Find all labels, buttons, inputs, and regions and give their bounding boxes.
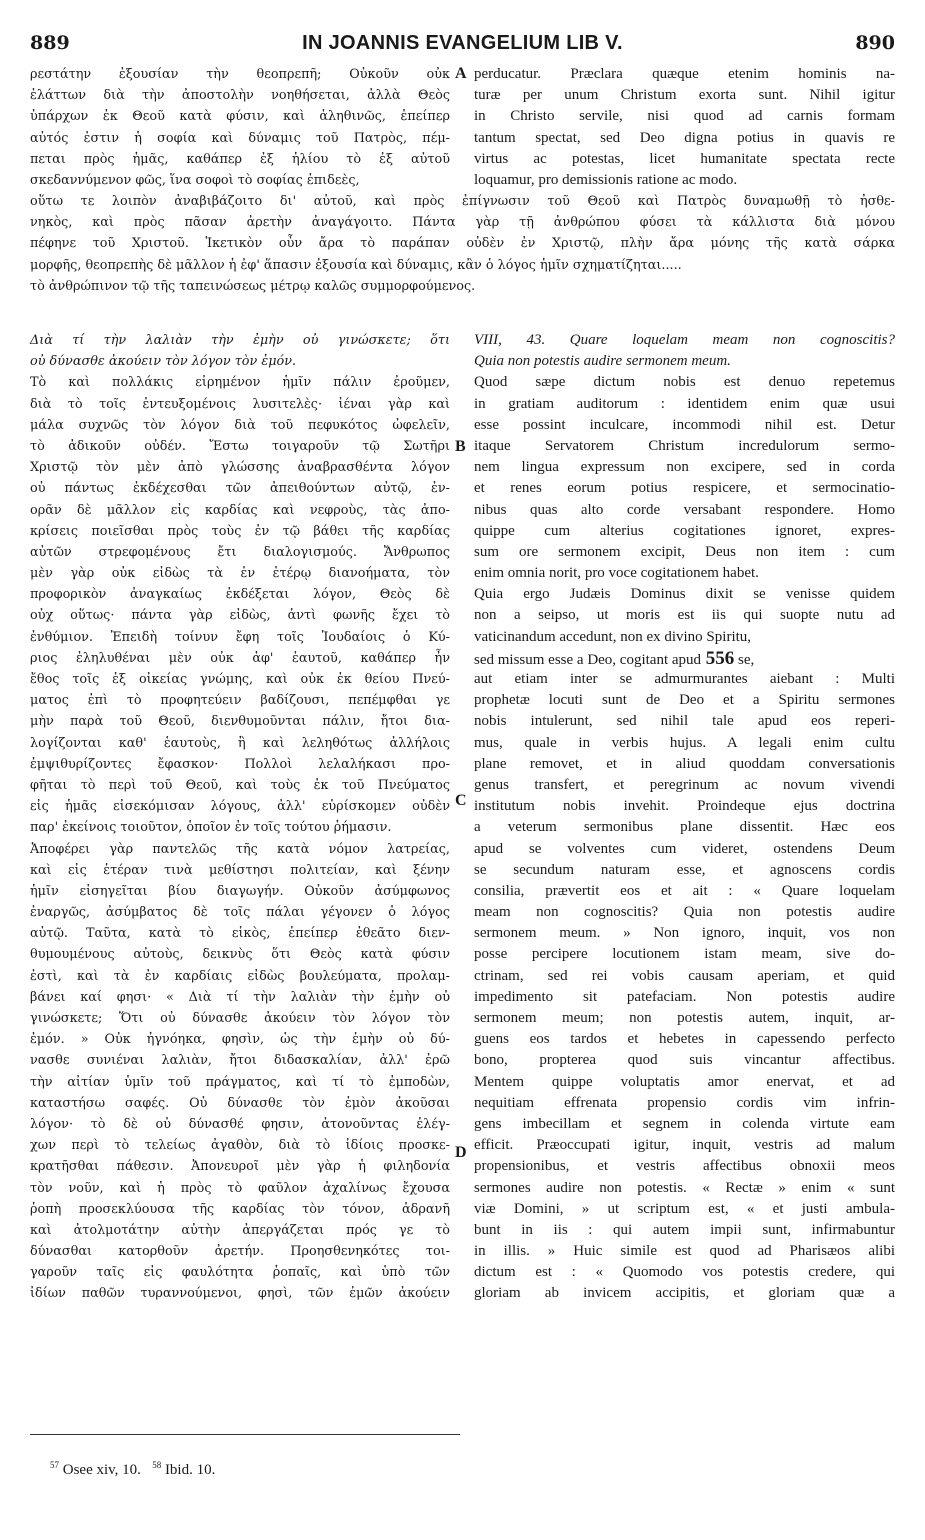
text-line: αὐτός ἐστιν ἡ σοφία καὶ δύναμις τοῦ Πατρὸς, πέμ- [30,130,450,146]
page-number-left: 889 [30,32,70,54]
text-line: τὸ ἀνθρώπινον τῷ τῆς ταπεινώσεως μέτρῳ καλῶς συμμορφούμενος. [30,278,476,294]
margin-marker-a: A [455,65,467,82]
text-line: διὰ τὸ τοῖς ἐντευξομένοις λυσιτελὲς· ἰέναι γὰρ καὶ [30,396,450,412]
text-line: nem lingua expressum non excipere, sed in corda [474,459,895,476]
text-line: dictum est : « Quomodo vos potestis credere, qui [474,1264,895,1281]
text-line: a veterum sermonibus plane dissentit. Hæc eos [474,819,895,836]
text-line: viæ Domini, » ut scriptum est, « et justi ambula- [474,1200,895,1217]
text-line: προφορικὸν ἀναγκαίως ἐκδέξεται λόγον, Θεὸς δὲ [30,587,450,603]
page-number-right: 890 [855,32,895,54]
text-line: τὴν αἰτίαν ὑμῖν τοῦ πράγματος, καὶ τί τὸ ἐμποδὼν, [30,1074,450,1090]
text-line: prophetæ locuti sunt de Deo et a Spiritu sermones [474,692,895,709]
text-line: efficit. Præoccupati igitur, inquit, vestris ad malum [474,1137,895,1154]
text-line: ἐναργῶς, ἀσύμβατος δὲ τοῖς πάλαι γέγονεν ὁ λόγος [30,905,450,921]
text-line: sermones audire non potestis. « Rectæ » enim « sunt [474,1179,895,1196]
text-line: ἐνθύμιον. Ἐπειδὴ τοίνυν ἔφη τοῖς Ἰουδαίοις ὁ Κύ- [30,629,450,645]
text-line: Τὸ καὶ πολλάκις εἰρημένον ἡμῖν πάλιν ἐροῦμεν, [30,375,450,391]
text-line: posse percipere locutionem istam meam, sive do- [474,946,895,963]
margin-marker-c: C [455,792,467,809]
text-line: ἔθος τοῖς ἐξ οἰκείας γνώμης, καὶ οὐκ ἐκ θείου Πνεύ- [30,672,450,687]
text-line: in Christo servile, nisi quod ad carnis formam [474,108,895,125]
text-line: Quia ergo Judæis Dominus dixit se venisse quidem [474,586,895,603]
footnote-number: 57 [50,1460,59,1470]
text-line: et renes eorum potius respicere, et sermocinatio- [474,480,895,497]
text-line: μὲν γὰρ οὐκ εἰδὼς τὰ ἐν ἑτέρῳ διανοήματα, τὸν [30,566,450,582]
text-line: καὶ ἀτολμοτάτην αὐτὴν ἀπεργάζεται πρός γε τὸ [30,1222,450,1238]
text-line: sum ore sermonem excipit, Deus non item : cum [474,543,895,560]
text-line: ὑπάρχων ἐκ Θεοῦ κατὰ φύσιν, καὶ ἀληθινῶς, ἐπείπερ [30,109,450,125]
text-line: ἐλάττων διὰ τὴν ἀποστολὴν νοηθήσεται, ἀλλὰ Θεὸς [30,88,450,104]
column-page-number: 556 [701,647,735,669]
footnotes [50,1460,215,1479]
text-line: οὕτω τε λοιπὸν ἀναβιβάζοιτο δι' αὐτοῦ, καὶ πρὸς ἐπίγνωσιν τοῦ Θεοῦ καὶ Πατρὸς δυναμωθῇ τὸ ἠσθε- [30,194,895,209]
text-line: in gratiam auditorum : identidem enim quæ usui [474,395,895,412]
text-line: Quia non potestis audire sermonem meum. [474,353,731,370]
text-line: ῥοπὴ προσεκλύουσα τῆς καρδίας τὸν τόνον, ἀδρανῆ [30,1201,450,1217]
footnote-text: Osee xiv, 10. [62,1462,141,1478]
text-line: VIII, 43. Quare loquelam meam non cognoscitis? [474,332,895,348]
text-line: λογίζονται καθ' ἑαυτοὺς, ἢ καὶ λεληθότως ἀλλήλοις [30,735,450,751]
text-line: sermonem meum. » Non ignoro, inquit, vos non [474,925,895,942]
text-line: δύνασθαι κατορθοῦν ἀρετήν. Προησθενηκότες τοι- [30,1244,450,1260]
text-line: ἐμόν. » Οὐκ ἠγνόηκα, φησὶν, ὡς τὴν ἐμὴν οὐ δύ- [30,1032,450,1048]
text-line: κρατῆσθαι πάθεσιν. Ἀπονευροῖ μὲν γὰρ ἡ φιληδονία [30,1159,450,1175]
greek-column-top [30,64,450,191]
text-line: gens imbecillam et segnem in colenda virtute eam [474,1115,895,1132]
text-line: institutum nobis invehit. Proindeque ejus doctrina [474,798,895,815]
text-line: bunt in iis : qui autem impii sunt, infirmabuntur [474,1221,895,1238]
footnote-text: Ibid. 10. [164,1462,216,1478]
text-line: quippe cum alterius cogitationes ignoret, expres- [474,522,895,539]
text-line: χων περὶ τὸ τελείως ἀγαθὸν, διὰ τὸ ἰδίοις προσκε- [30,1138,450,1154]
text-line: esse possint inculcare, incommodi nihil est. Detur [474,416,895,433]
text-line: μορφῆς, θεοπρεπὴς δὲ μᾶλλον ἡ ἐφ' ἅπασιν ἐξουσία καὶ δύναμις, κἂν ὁ λόγος ἡμῖν σχηματίζηται..... [30,257,682,273]
text-line: γαροῦν ταῖς εἰς φαυλότητα ῥοπαῖς, καὶ ὑπὸ τῶν [30,1265,450,1281]
text-line: turæ per unum Christum exorta sunt. Nihil igitur [474,87,895,104]
text-line: οὐ πάντως ἐκδέχεσθαι τῶν ἀπειθούντων αὐτῷ, ἐν- [30,481,450,497]
margin-marker-b: B [455,438,466,455]
text-line: τὸν νοῦν, καὶ ἡ πρὸς τὸ φαῦλον ἀχαλίνως ἔχουσα [30,1180,450,1196]
text-line: Mentem quippe voluptatis amor enervat, et ad [474,1073,895,1090]
text-line: φῆται τὸ περὶ τοῦ Θεοῦ, καὶ τοὺς ἐκ τοῦ Πνεύματος [30,777,450,793]
text-line: πέφηνε τοῦ Χριστοῦ. Ἱκετικὸν οὖν ἄρα τὸ παράπαν οὐδὲν ἐν Χριστῷ, πλὴν ἄρα μόνης τῆς κατὰ σάρκα [30,236,895,252]
text-line: genus transfert, et peregrinum ac novum vivendi [474,776,895,793]
text-line: τὸ ἀδικοῦν οὐδέν. Ἔστω τοιγαροῦν τῷ Σωτῆρι [30,438,450,454]
text-line: οὐ δύνασθε ἀκούειν τὸν λόγον τὸν ἐμόν. [30,354,297,370]
text-line: πεται πρὸς ἡμᾶς, καθάπερ ἐξ ἡλίου τὸ ἐξ αὐτοῦ [30,151,450,167]
text-line: nibus quas alto corde versabant respondere. Homo [474,501,895,518]
text-line: καταστήσω σαφές. Οὐ δύνασθε τὸν ἐμὸν ἀκοῦσαι [30,1095,450,1111]
text-line: αὐτῷ. Ταῦτα, κατὰ τὸ εἰκὸς, ἐπείπερ ἐθεᾶτο διεν- [30,926,450,942]
text-line: in illis. » Huic simile est quod ad Pharisæos alibi [474,1243,895,1260]
footnote-number: 58 [152,1460,162,1470]
text-line: sed missum esse a Deo, cogitant apud 556 se, [474,647,755,669]
text-line: ἐστὶ, καὶ τὰ ἐν καρδίαις εἰδὼς βουλεύματα, προλαμ- [30,968,450,984]
text-line: αὐτῶν στρεφομένους ἔτι διαλογισμούς. Ἄνθρωπος [30,544,450,560]
text-line: virtus ac potestas, licet humanitate spectata recte [474,150,895,167]
text-line: non a seipso, ut moris est iis qui suopte nutu ad [474,607,895,624]
text-line: guens eos tardos et hebetes in capessendo perfecto [474,1031,895,1048]
text-line: καὶ εἰς ἑτέραν τινὰ μεθίστησι πολιτείαν, καὶ ξένην [30,862,450,878]
text-line: Ἀποφέρει γὰρ παντελῶς τῆς κατὰ νόμον λατρείας, [30,841,450,857]
text-line: ἰδίων παθῶν τυραννούμενοι, φησὶ, τῶν ἐμῶν ἀκούειν [30,1286,450,1302]
full-width-greek-passage [30,191,895,297]
running-title: IN JOANNIS EVANGELIUM LIB V. [302,32,623,54]
text-line: νασθε συνιέναι λαλιὰν, ἤτοι διδασκαλίαν, ἀλλ' ἐρῶ [30,1053,450,1069]
text-line: loquamur, pro demissionis ratione ac modo. [474,171,738,188]
text-line: nobis intulerunt, sed nihil tale apud eos reperi- [474,713,895,730]
text-line: Χριστῷ τὸν μὲν ἀπὸ γλώσσης ἀναβρασθέντα λόγον [30,460,450,476]
text-line: sermonem meum; non potestis autem, inquit, ar- [474,1010,895,1026]
text-line: οὐχ οὕτως· πάντα γὰρ εἰδὼς, ἀντὶ φωνῆς ἔχει τὸ [30,608,450,624]
text-line: λόγον· τὸ δὲ οὐ δύνασθέ φησιν, ἀτονοῦντας ἐλέγ- [30,1116,450,1132]
text-line: ἐμψιθυρίζοντες ἔφασκον· Πολλοὶ λελαλήκασι προ- [30,756,450,772]
text-line: κρίσεις ποιεῖσθαι πρὸς τοὺς ἐν τῷ βάθει τῆς καρδίας [30,523,450,539]
text-line: ορᾶν δὲ μᾶλλον εἰς καρδίας καὶ νεφροὺς, τὰς ἀπο- [30,502,450,518]
text-line: ριος ἐληλυθέναι μὲν οὐκ ἀφ' ἑαυτοῦ, καθάπερ ἦν [30,650,450,666]
line-tail: se, [734,651,755,668]
text-line: Διὰ τί τὴν λαλιὰν τὴν ἐμὴν οὐ γινώσκετε; ὅτι [30,333,450,348]
text-line: bono, propterea quod suis vincantur affectibus. [474,1052,895,1069]
text-line: vaticinandum accedunt, non ex divino Spiritu, [474,628,752,645]
text-line: γινώσκετε; Ὅτι οὐ δύνασθε ἀκούειν τὸν λόγον τὸν [30,1011,450,1026]
page-header [30,32,895,58]
margin-marker-d: D [455,1144,467,1161]
text-line: μὴν παρὰ τοῦ Θεοῦ, διενθυμοῦνται πάλιν, ἤτοι δια- [30,714,450,730]
text-line: νηκὸς, καὶ πρὸς πᾶσαν ἀρετὴν ἀναγάγοιτο. Πάντα γὰρ τῇ ἀνθρώπου φύσει τὰ κάλλιστα διὰ μόνου [30,215,895,231]
text-line: βάνει καί φησι· « Διὰ τί τὴν λαλιὰν τὴν ἐμὴν οὐ [30,989,450,1005]
text-line: perducatur. Præclara quæque etenim hominis na- [474,66,895,82]
text-line: se secundum naturam esse, et agnoscens cordis [474,861,895,878]
text-line: aut etiam inter se admurmurantes aiebant : Multi [474,671,895,687]
text-line: propensionibus, et vestris affectibus obnoxii meos [474,1158,895,1175]
text-line: ctrinam, sed rei vobis causam aperiam, et quid [474,967,895,984]
text-line: μάλα συχνῶς τὸν λόγον διὰ τοῦ πεφυκότος ὠφελεῖν, [30,417,450,433]
text-line: παρ' ἐκείνοις τοιοῦτον, ὁποῖον ἐν τοῖς τούτου ῥήμασιν. [30,820,392,836]
text-line: Quod sæpe dictum nobis est denuo repetemus [474,374,895,391]
text-line: gloriam ab invicem accipitis, et gloriam quæ a [474,1285,895,1302]
text-line: plane removet, et in aliud quoddam conversationis [474,755,895,772]
text-line: impedimento sit patefaciam. Non potestis audire [474,988,895,1005]
text-line: εἰς ἡμᾶς εἰσεκόμισαν λόγους, ἀλλ' εὑρίσκομεν οὐδὲν [30,799,450,815]
text-line: itaque Servatorem Christum incredulorum sermo- [474,437,895,454]
text-line: apud se volventes cum videret, ostendens Deum [474,840,895,857]
text-line: σκεδαννύμενον φῶς, ἵνα σοφοὶ τὸ σοφίας ἐπιδεὲς, [30,172,360,188]
latin-column [474,330,895,1305]
text-line: mus, quale in verbis hujus. A legali enim cultu [474,734,895,751]
text-line: enim omnia norit, pro voce cogitationem habet. [474,565,759,582]
text-line: nequitiam effrenata propensio cordis vim infrin- [474,1094,895,1111]
text-line: tantum spectat, sed Deo digna potius in quavis re [474,129,895,146]
text-line: ἡμῖν εἰσηγεῖται βίου διαγωγήν. Οὐκοῦν ἀσύμφωνος [30,883,450,899]
greek-column [30,330,450,1305]
latin-column-top [474,64,895,191]
text-line: consilia, prævertit eos et ait : « Quare loquelam [474,882,895,899]
text-line: θυμουμένους αὐτοὺς, δεικνὺς ὅτι Θεὸς κατὰ φύσιν [30,947,450,963]
text-line: ματος ἐπὶ τὸ προφητεύειν βαδίζουσι, πεπέμφθαι γε [30,693,450,709]
text-line: meam non cognoscitis? Quia non potestis audire [474,904,895,921]
text-line: ρεστάτην ἐξουσίαν τὴν θεοπρεπῆ; Οὐκοῦν οὐκ [30,67,450,82]
footnote-rule [30,1434,460,1435]
